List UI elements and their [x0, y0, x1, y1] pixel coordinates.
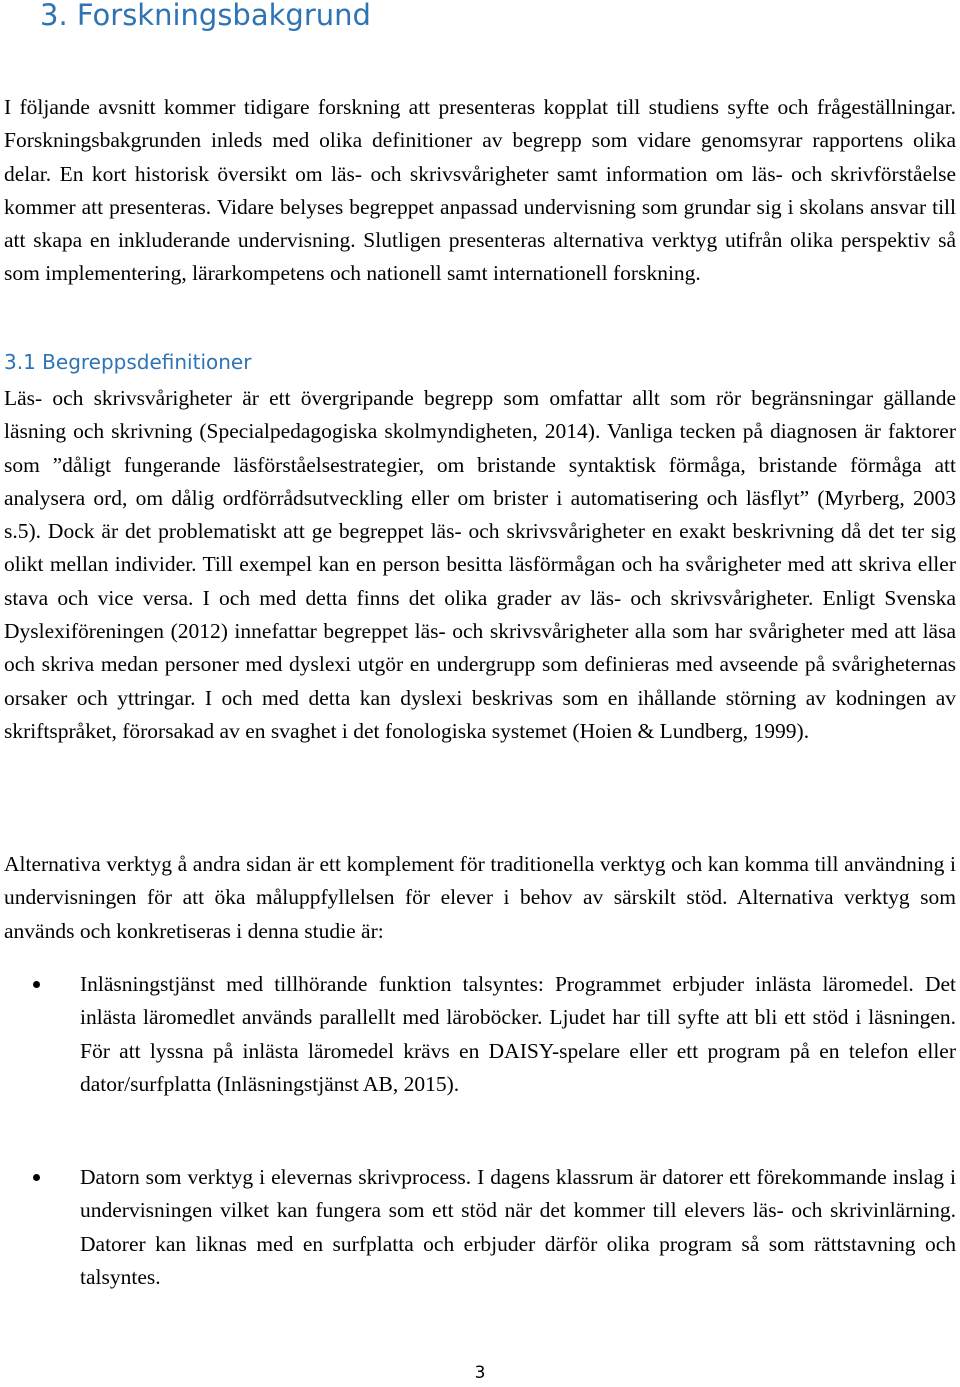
bullet-icon	[33, 1174, 40, 1181]
alternative-tools-paragraph: Alternativa verktyg å andra sidan är ett komplement för traditionella verktyg och kan komma till användning i undervisningen för att öka måluppfyllelsen för elever i behov av särskilt stöd. Alternativa verktyg som används och konkretiseras i denna studie är:	[4, 852, 956, 943]
section-heading: 3. Forskningsbakgrund	[40, 0, 371, 32]
bullet-text: Inläsningstjänst med tillhörande funktion talsyntes: Programmet erbjuder inlästa läromedel. Det inlästa läromedlet används parallellt med läroböcker. Ljudet har till syfte att bli ett stöd i läsningen. För att lyssna på inlästa läromedel krävs en DAISY-spelare eller ett program på en telefon eller dator/surfplatta (Inläsningstjänst AB, 2015).	[80, 972, 956, 1096]
list-item	[0, 1161, 960, 1294]
list-item	[0, 968, 960, 1101]
definitions-paragraph: Läs- och skrivsvårigheter är ett övergripande begrepp som omfattar allt som rör begränsningar gällande läsning och skrivning (Specialpedagogiska skolmyndigheten, 2014). Vanliga tecken på diagnosen är faktorer som ”dåligt fungerande läsförståelsestrategier, om bristande syntaktisk förmåga, bristande förmåga att analysera ord, om dålig ordförrådsutveckling eller om brister i automatisering och läsflyt” (Myrberg, 2003 s.5). Dock är det problematiskt att ge begreppet läs- och skrivsvårigheter en exakt beskrivning då det ter sig olikt mellan individer. Till exempel kan en person besitta läsförmågan och ha svårigheter med att skriva eller stava och vice versa. I och med detta finns det olika grader av läs- och skrivsvårigheter. Enligt Svenska Dyslexiföreningen (2012) innefattar begreppet läs- och skrivsvårigheter alla som har svårigheter med att läsa och skriva medan personer med dyslexi utgör en undergrupp som definieras med avseende på svårigheternas orsaker och yttringar. I och med detta kan dyslexi beskrivas som en ihållande störning av kodningen av skriftspråket, förorsakad av en svaghet i det fonologiska systemet (Hoien & Lundberg, 1999).	[4, 386, 956, 743]
bullet-text: Datorn som verktyg i elevernas skrivprocess. I dagens klassrum är datorer ett förekommande inslag i undervisningen vilket kan fungera som ett stöd när det kommer till elevers läs- och skrivinlärning. Datorer kan liknas med en surfplatta och erbjuder därför olika program så som rättstavning och talsyntes.	[80, 1165, 956, 1289]
bullet-list-second	[0, 1161, 960, 1294]
bullet-icon	[33, 981, 40, 988]
subsection-heading: 3.1 Begreppsdefinitioner	[4, 350, 252, 374]
intro-paragraph: I följande avsnitt kommer tidigare forskning att presenteras kopplat till studiens syfte och frågeställningar. Forskningsbakgrunden inleds med olika definitioner av begrepp som vidare genomsyrar rapportens olika delar. En kort historisk översikt om läs- och skrivsvårigheter samt information om läs- och skrivförståelse kommer att presenteras. Vidare belyses begreppet anpassad undervisning som grundar sig i skolans ansvar till att skapa en inkluderande undervisning. Slutligen presenteras alternativa verktyg utifrån olika perspektiv så som implementering, lärarkompetens och nationell samt internationell forskning.	[4, 95, 956, 286]
bullet-list-first	[0, 968, 960, 1101]
page-number: 3	[474, 1363, 486, 1383]
